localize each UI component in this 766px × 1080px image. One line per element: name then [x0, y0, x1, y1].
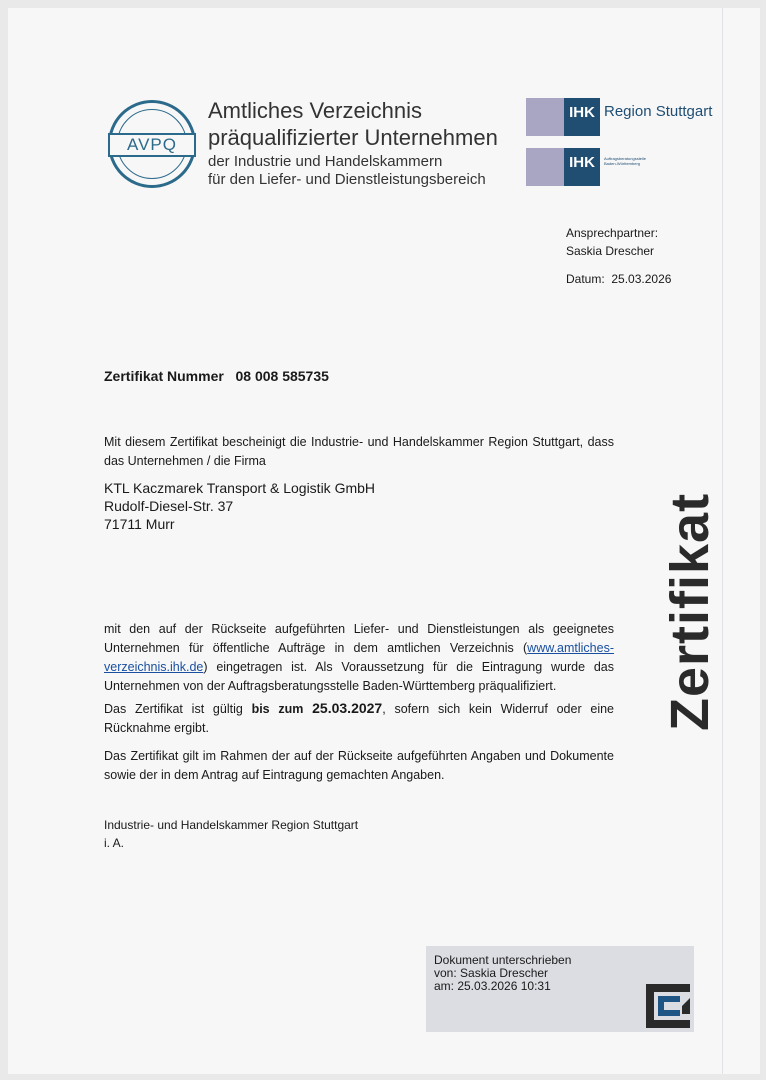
margin-line: [722, 8, 723, 1074]
contact-name: Saskia Drescher: [566, 244, 655, 258]
ihk-abst-text: Auftragsberatungsstelle Baden-Württemberg: [604, 156, 647, 166]
header-subtitle-2: für den Liefer- und Dienstleistungsbereich: [208, 171, 486, 188]
paragraph-2: Das Zertifikat ist gültig bis zum 25.03.2027, sofern sich kein Widerruf oder eine Rücknahme ergibt.: [104, 700, 614, 735]
header-subtitle: der Industrie und Handelskammern: [208, 153, 443, 170]
registry-link[interactable]: www.amtliches-verzeichnis.ihk.de: [104, 641, 614, 674]
header-title: Amtliches Verzeichnis: [208, 98, 422, 123]
intro-text: Mit diesem Zertifikat bescheinigt die Industrie- und Handelskammer Region Stuttgart, dass das Unternehmen / die Firma: [104, 435, 614, 468]
date: Datum: 25.03.2026: [566, 272, 672, 286]
i-a: i. A.: [104, 836, 125, 850]
header-title-2: präqualifizierter Unternehmen: [208, 125, 498, 150]
signature-seal-icon: [646, 984, 690, 1028]
ihk-abst-logo: IHK: [526, 148, 600, 186]
signature-box: Dokument unterschrieben von: Saskia Drescher am: 25.03.2026 10:31: [426, 946, 694, 1032]
contact-label: Ansprechpartner:: [566, 226, 659, 240]
company-address: KTL Kaczmarek Transport & Logistik GmbH Rudolf-Diesel-Str. 37 71711 Murr: [104, 480, 376, 532]
cert-number: Zertifikat Nummer 08 008 585735: [104, 368, 329, 384]
ihk-region-text: Region Stuttgart: [604, 103, 713, 120]
avpq-seal-logo: AVPQ: [108, 100, 196, 188]
paragraph-3: Das Zertifikat gilt im Rahmen der auf der Rückseite aufgeführten Angaben und Dokumente sowie der in dem Antrag auf Eintragung gemachten Angaben.: [104, 749, 614, 782]
ihk-region-logo: IHK: [526, 98, 600, 136]
issuer: Industrie- und Handelskammer Region Stuttgart: [104, 818, 359, 832]
paragraph-1: mit den auf der Rückseite aufgeführten Liefer- und Dienstleistungen als geeignetes Unternehmen für öffentliche Aufträge in dem amtlichen Verzeichnis (www.amtliches-verzeichnis.ihk.de) eingetragen ist. Als Voraussetzung für die Eintragung wurde das Unternehmen von der Auftragsberatungsstelle Baden-Württemberg präqualifiziert.: [104, 622, 614, 693]
side-title: Zertifikat: [660, 492, 720, 731]
certificate-page: [8, 8, 760, 1074]
